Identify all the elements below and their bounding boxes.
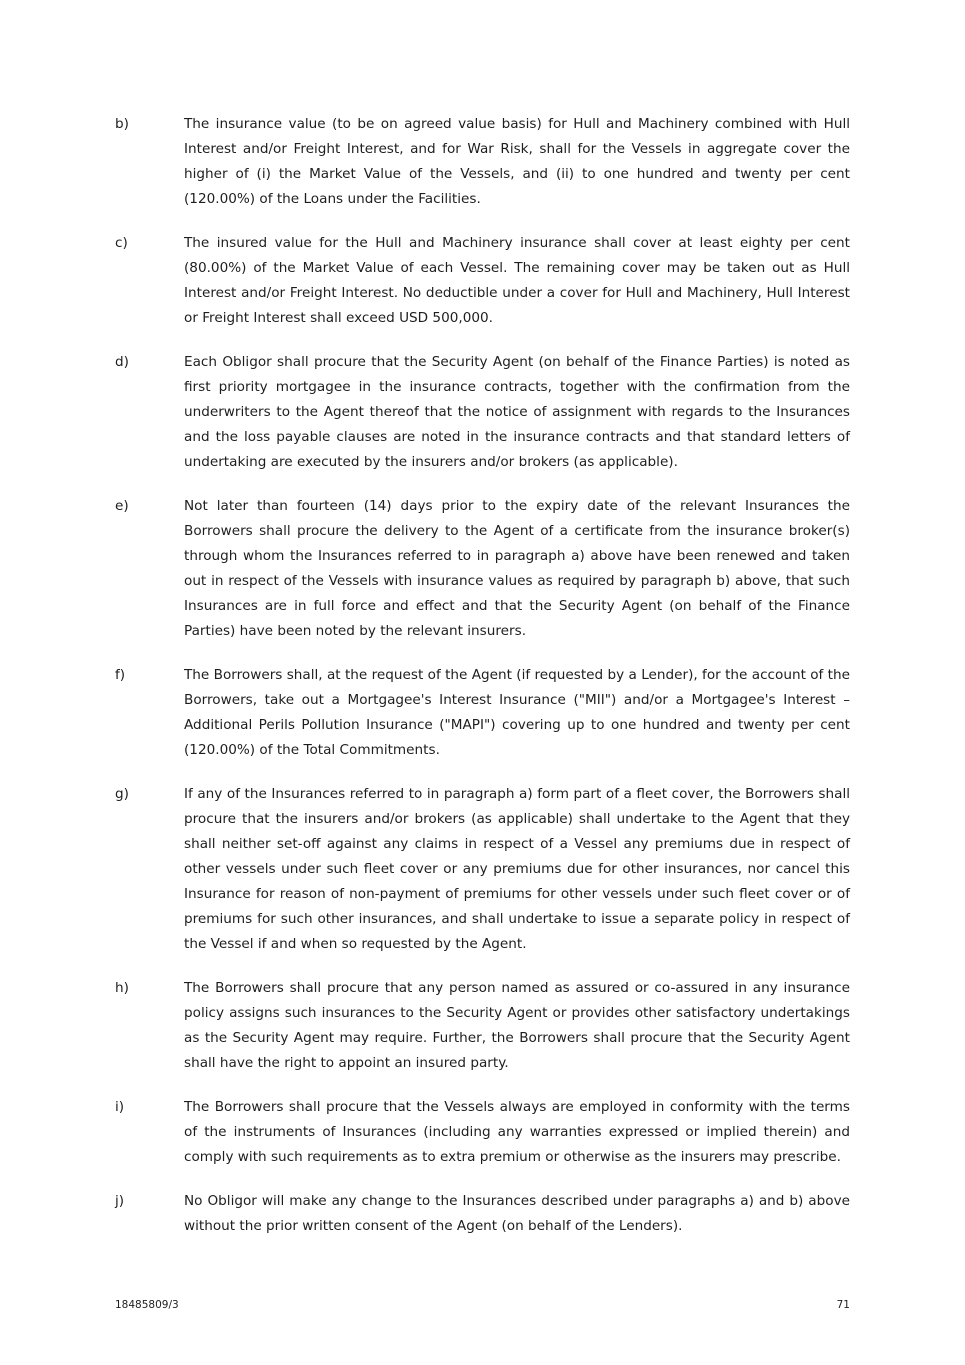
clause-text: Each Obligor shall procure that the Security Agent (on behalf of the Finance Parties) is noted as first priority mortgagee in the insurance contracts, together with the confirmation from the underwriters to the Agent thereof that the notice of assignment with regards to the Insurances and the loss payable clauses are noted in the insurance contracts and that standard letters of undertaking are executed by the insurers and/or brokers (as applicable). (184, 354, 850, 470)
clause-label: h) (115, 980, 129, 996)
clause-label: f) (115, 667, 126, 683)
clause-b (115, 112, 850, 212)
clause-label: b) (115, 116, 129, 132)
clause-c (115, 231, 850, 331)
page-number: 71 (836, 1299, 850, 1311)
clause-h (115, 976, 850, 1076)
clause-text: If any of the Insurances referred to in paragraph a) form part of a fleet cover, the Borrowers shall procure that the insurers and/or brokers (as applicable) shall undertake to the Agent that they shall neither set-off against any claims in respect of a Vessel any premiums due in respect of other vessels under such fleet cover or any premiums due for other insurances, nor cancel this Insurance for reason of non-payment of premiums for other vessels under such fleet cover or of premiums for such other insurances, and shall undertake to issue a separate policy in respect of the Vessel if and when so requested by the Agent. (184, 786, 850, 952)
clause-g (115, 782, 850, 957)
clause-f (115, 663, 850, 763)
clause-text: The Borrowers shall procure that any person named as assured or co-assured in any insurance policy assigns such insurances to the Security Agent or provides other satisfactory undertakings as the Security Agent may require. Further, the Borrowers shall procure that the Security Agent shall have the right to appoint an insured party. (184, 980, 850, 1071)
clause-label: c) (115, 235, 128, 251)
clause-label: d) (115, 354, 129, 370)
clause-text: The Borrowers shall procure that the Vessels always are employed in conformity with the terms of the instruments of Insurances (including any warranties expressed or implied therein) and comply with such requirements as to extra premium or otherwise as the insurers may prescribe. (184, 1099, 850, 1165)
clause-i (115, 1095, 850, 1170)
clause-j (115, 1189, 850, 1239)
clause-label: j) (115, 1193, 125, 1209)
clause-text: The Borrowers shall, at the request of the Agent (if requested by a Lender), for the account of the Borrowers, take out a Mortgagee's Interest Insurance ("MII") and/or a Mortgagee's Interest – Additional Perils Pollution Insurance ("MAPI") covering up to one hundred and twenty per cent (120.00%) of the Total Commitments. (184, 667, 850, 758)
clause-text: No Obligor will make any change to the Insurances described under paragraphs a) and b) above without the prior written consent of the Agent (on behalf of the Lenders). (184, 1193, 850, 1234)
document-reference: 18485809/3 (115, 1299, 179, 1311)
clause-label: i) (115, 1099, 125, 1115)
clause-text: The insured value for the Hull and Machinery insurance shall cover at least eighty per cent (80.00%) of the Market Value of each Vessel. The remaining cover may be taken out as Hull Interest and/or Freight Interest. No deductible under a cover for Hull and Machinery, Hull Interest or Freight Interest shall exceed USD 500,000. (184, 235, 850, 326)
clause-e (115, 494, 850, 644)
clause-d (115, 350, 850, 475)
clause-list (115, 112, 850, 1258)
clause-label: e) (115, 498, 129, 514)
clause-label: g) (115, 786, 129, 802)
clause-text: Not later than fourteen (14) days prior to the expiry date of the relevant Insurances the Borrowers shall procure the delivery to the Agent of a certificate from the insurance broker(s) through whom the Insurances referred to in paragraph a) above have been renewed and taken out in respect of the Vessels with insurance values as required by paragraph b) above, that such Insurances are in full force and effect and that the Security Agent (on behalf of the Finance Parties) have been noted by the relevant insurers. (184, 498, 850, 639)
clause-text: The insurance value (to be on agreed value basis) for Hull and Machinery combined with Hull Interest and/or Freight Interest, and for War Risk, shall for the Vessels in aggregate cover the higher of (i) the Market Value of the Vessels, and (ii) to one hundred and twenty per cent (120.00%) of the Loans under the Facilities. (184, 116, 850, 207)
